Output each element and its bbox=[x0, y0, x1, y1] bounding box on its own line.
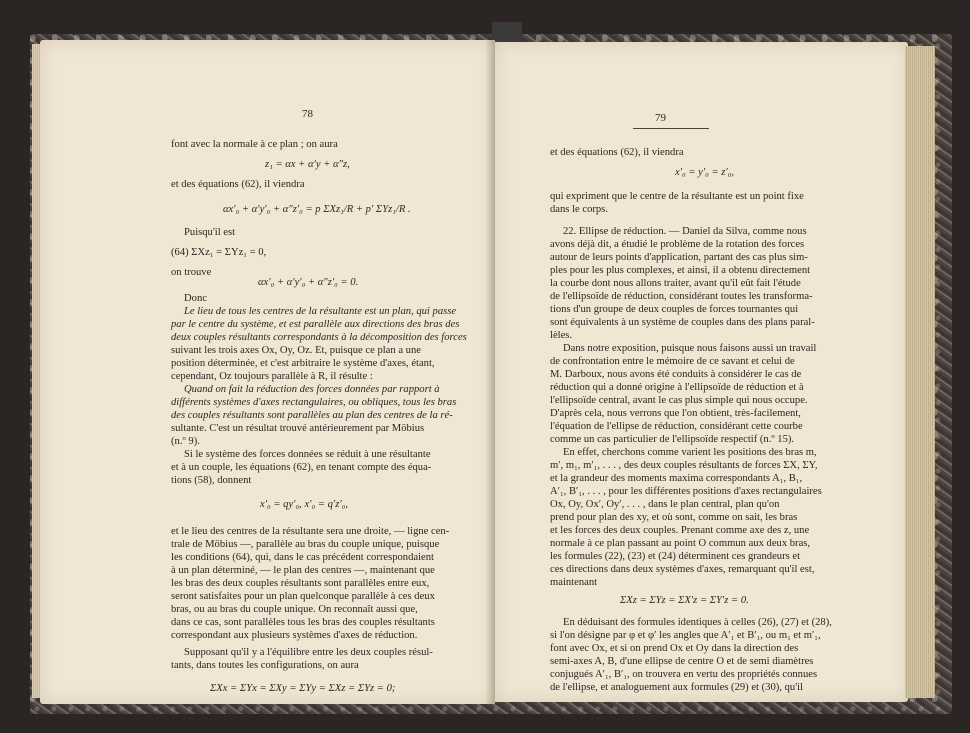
text-line: et les forces des deux couples. Prenant comme axe des z, une bbox=[550, 525, 810, 536]
spine-band bbox=[492, 22, 522, 42]
text-line: sultante. C'est un résultat trouvé antérieurement par Möbius bbox=[171, 423, 425, 434]
right-page bbox=[495, 42, 908, 702]
text-line: si l'on désigne par φ et φ′ les angles que A′₁ et B′₁, ou m₁ et m′₁, bbox=[550, 630, 821, 641]
text-line: Dans notre exposition, puisque nous faisons aussi un travail bbox=[563, 343, 817, 354]
text-line: tants, dans toutes les configurations, on aura bbox=[171, 660, 359, 671]
text-line: position déterminée, et c'est arbitraire le système d'axes, étant, bbox=[171, 358, 435, 369]
text-line: normale à ce plan passant au point O commun aux deux bras, bbox=[550, 538, 811, 549]
text-line: (n.º 9). bbox=[171, 436, 200, 447]
text-line: et à un couple, les équations (62), en tenant compte des équa- bbox=[171, 462, 432, 473]
text-line: semi-axes A, B, d'une ellipse de centre O et de semi diamètres bbox=[550, 656, 814, 667]
page-edges-right bbox=[905, 46, 935, 698]
page-number: 78 bbox=[302, 108, 313, 120]
text-line: trale de Möbius —, parallèle au bras du couple unique, puisque bbox=[171, 539, 440, 550]
text-line: En déduisant des formules identiques à celles (26), (27) et (28), bbox=[563, 617, 832, 628]
text-line: D'après cela, nous verrons que l'on obtient, très-facilement, bbox=[550, 408, 801, 419]
equation: x′₀ = qy′₀, x′₀ = q′z′₀, bbox=[260, 499, 348, 510]
text-line: sont équivalents à un système de couples dans des plans paral- bbox=[550, 317, 815, 328]
text-line: A′₁, B′₁, . . . , pour les différentes positions d'axes rectangulaires bbox=[550, 486, 822, 497]
text-line: prend pour plan des xy, et où sont, comme on sait, les bras bbox=[550, 512, 798, 523]
equation: αx′₀ + α′y′₀ + α″z′₀ = 0. bbox=[258, 277, 359, 288]
text-line: les bras des deux couples résultants sont parallèles entre eux, bbox=[171, 578, 430, 589]
text-line: Puisqu'il est bbox=[184, 227, 236, 238]
section-heading: 22. Ellipse de réduction. — Daniel da Silva, comme nous bbox=[563, 226, 807, 237]
text-line: et le lieu des centres de la résultante sera une droite, — ligne cen- bbox=[171, 526, 450, 537]
text-line: réduction qui a donné origine à l'ellipsoïde de réduction et à bbox=[550, 382, 804, 393]
text-line: à un plan déterminé, — le plan des centres —, maintenant que bbox=[171, 565, 435, 576]
text-line: ples pour les plus complexes, et ainsi, il a obtenu directement bbox=[550, 265, 811, 276]
text-line: avons déjà dit, a étudié le problème de la rotation des forces bbox=[550, 239, 805, 250]
text-line: Supposant qu'il y a l'équilibre entre les deux couples résul- bbox=[184, 647, 433, 658]
text-line: les formules (22), (23) et (24) déterminent ces grandeurs et bbox=[550, 551, 801, 562]
text-line: qui expriment que le centre de la résultante est un point fixe bbox=[550, 191, 804, 202]
text-line: correspondant aux plusieurs systèmes d'axes de réduction. bbox=[171, 630, 418, 641]
text-line: dans ce cas, sont parallèles tous les bras des couples résultants bbox=[171, 617, 435, 628]
text-line: autour de leurs points d'application, partant des cas plus sim- bbox=[550, 252, 808, 263]
text-line: tions d'un groupe de deux couples de forces tournantes qui bbox=[550, 304, 799, 315]
text-line: comme un cas particulier de l'ellipsoïde respectif (n.º 15). bbox=[550, 434, 795, 445]
text-line: Quand on fait la réduction des forces données par rapport à bbox=[184, 384, 440, 395]
text-line: En effet, cherchons comme varient les positions des bras m, bbox=[563, 447, 817, 458]
text-line: différents systèmes d'axes rectangulaires, ou obliques, tous les bras bbox=[171, 397, 457, 408]
equation: z₁ = αx + α′y + α″z, bbox=[265, 159, 350, 170]
text-line: ces directions dans deux systèmes d'axes, remarquant qu'il est, bbox=[550, 564, 815, 575]
equation: ΣXx = ΣYx = ΣXy = ΣYy = ΣXz = ΣYz = 0; bbox=[210, 683, 396, 694]
text-line: par le centre du système, et est parallèle aux directions des bras des bbox=[171, 319, 460, 330]
text-line: dans le corps. bbox=[550, 204, 608, 215]
text-line: la courbe dont nous allons traiter, avant qu'il eût fait l'étude bbox=[550, 278, 801, 289]
text-line: Le lieu de tous les centres de la résultante est un plan, qui passe bbox=[184, 306, 457, 317]
text-line: on trouve bbox=[171, 267, 212, 278]
equation: ΣXz = ΣYz = ΣX′z = ΣY′z = 0. bbox=[620, 595, 749, 606]
equation: αx′₀ + α′y′₀ + α″z′₀ = p ΣXz₁/R + p′ ΣYz₁/R . bbox=[223, 204, 411, 215]
text-line: et des équations (62), il viendra bbox=[550, 147, 684, 158]
text-line: lèles. bbox=[550, 330, 573, 341]
text-line: Ox, Oy, Ox′, Oy′, . . . , dans le plan central, plan qu'on bbox=[550, 499, 780, 510]
header-rule bbox=[633, 128, 709, 129]
text-line: font avec la normale à ce plan ; on aura bbox=[171, 139, 338, 150]
left-page bbox=[40, 40, 495, 704]
text-line: Donc bbox=[184, 293, 207, 304]
equation: (64) ΣXz₁ = ΣYz₁ = 0, bbox=[171, 247, 267, 258]
page-number: 79 bbox=[655, 112, 666, 124]
text-line: de l'ellipsoïde de réduction, considérant toutes les transforma- bbox=[550, 291, 813, 302]
text-line: de l'ellipse, et analoguement aux formules (29) et (30), qu'il bbox=[550, 682, 803, 693]
text-line: M. Darboux, nous avons été conduits à considérer le cas de bbox=[550, 369, 802, 380]
text-line: deux couples résultants correspondants à la décomposition des forces bbox=[171, 332, 467, 343]
text-line: des couples résultants sont parallèles au plan des centres de la ré- bbox=[171, 410, 453, 421]
text-line: et des équations (62), il viendra bbox=[171, 179, 305, 190]
text-line: suivant les trois axes Ox, Oy, Oz. Et, puisque ce plan a une bbox=[171, 345, 421, 356]
text-line: cependant, Oz toujours parallèle à R, il résulte : bbox=[171, 371, 373, 382]
text-line: m′, m₁, m′₁, . . . , des deux couples résultants de forces ΣX, ΣY, bbox=[550, 460, 818, 471]
text-line: et la grandeur des moments maxima correspondants A₁, B₁, bbox=[550, 473, 803, 484]
text-line: tions (58), donnent bbox=[171, 475, 252, 486]
text-line: l'équation de l'ellipse de réduction, considérant cette courbe bbox=[550, 421, 803, 432]
text-line: Si le système des forces données se réduit à une résultante bbox=[184, 449, 431, 460]
text-line: seront satisfaites pour un plan quelconque parallèle à ces deux bbox=[171, 591, 435, 602]
text-line: de confrontation entre le mémoire de ce savant et celui de bbox=[550, 356, 795, 367]
text-line: les conditions (64), qui, dans le cas précédent correspondaient bbox=[171, 552, 434, 563]
text-line: maintenant bbox=[550, 577, 598, 588]
text-line: conjugués A′₁, B′₁, on trouvera en vertu des propriétés connues bbox=[550, 669, 818, 680]
equation: x′₀ = y′₀ = z′₀, bbox=[675, 167, 735, 178]
text-line: l'ellipsoïde central, avant le cas plus simple qui nous occupe. bbox=[550, 395, 808, 406]
text-line: bras, ou au bras du couple unique. On reconnaît aussi que, bbox=[171, 604, 418, 615]
text-line: font avec Ox, et si on prend Ox et Oy dans la direction des bbox=[550, 643, 799, 654]
